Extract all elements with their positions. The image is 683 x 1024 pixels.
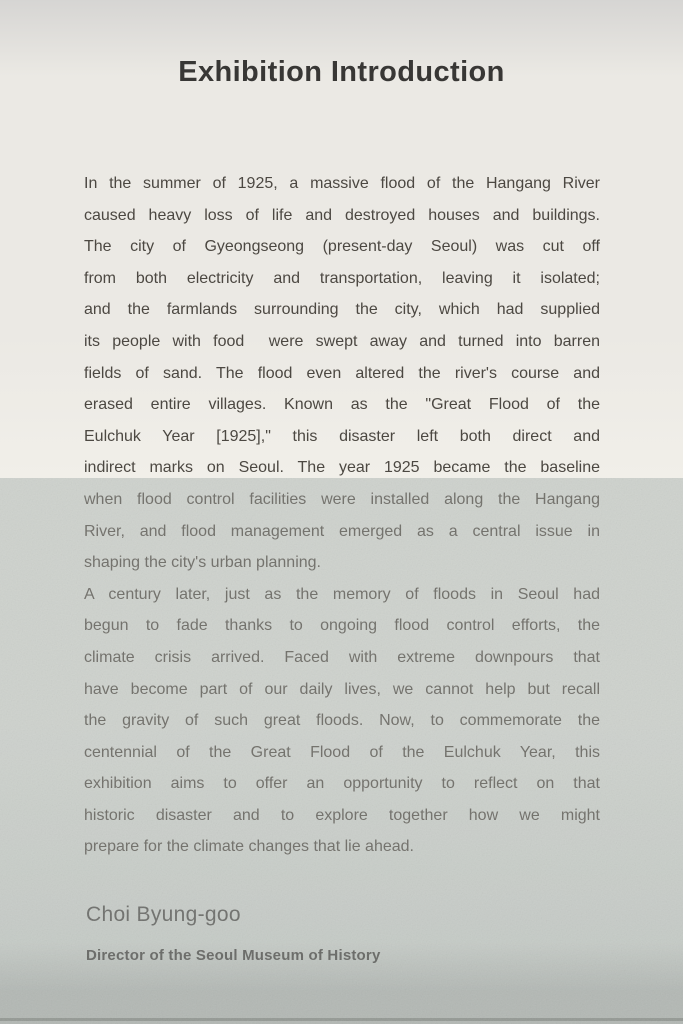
body-line: historic disaster and to explore together how we might [84,806,600,824]
body-line: have become part of our daily lives, we cannot help but recall [84,680,600,698]
body-line: The city of Gyeongseong (present-day Seoul) was cut off [84,238,600,256]
panel-body-text [84,168,600,863]
body-line: A century later, just as the memory of floods in Seoul had [84,585,600,603]
body-line: and the farmlands surrounding the city, which had supplied [84,301,600,319]
body-line: begun to fade thanks to ongoing flood control efforts, the [84,617,600,635]
body-line: indirect marks on Seoul. The year 1925 became the baseline [84,459,600,477]
body-line: exhibition aims to offer an opportunity to reflect on that [84,775,600,793]
body-line: when flood control facilities were installed along the Hangang [84,490,600,508]
body-line: its people with food were swept away and turned into barren [84,332,600,350]
body-line: caused heavy loss of life and destroyed houses and buildings. [84,206,600,224]
panel-title: Exhibition Introduction [178,56,505,88]
body-line: from both electricity and transportation, leaving it isolated; [84,269,600,287]
body-line: centennial of the Great Flood of the Eulchuk Year, this [84,743,600,761]
body-line: the gravity of such great floods. Now, to commemorate the [84,712,600,730]
body-line: prepare for the climate changes that lie ahead. [84,838,414,856]
body-line: River, and flood management emerged as a central issue in [84,522,600,540]
body-line: Eulchuk Year [1925]," this disaster left both direct and [84,427,600,445]
body-line: shaping the city's urban planning. [84,554,321,572]
signature-name: Choi Byung-goo [86,903,241,926]
signature-role: Director of the Seoul Museum of History [86,947,381,964]
body-line: climate crisis arrived. Faced with extreme downpours that [84,648,600,666]
body-line: erased entire villages. Known as the "Great Flood of the [84,396,600,414]
body-line: In the summer of 1925, a massive flood of the Hangang River [84,175,600,192]
body-line: fields of sand. The flood even altered the river's course and [84,364,600,382]
